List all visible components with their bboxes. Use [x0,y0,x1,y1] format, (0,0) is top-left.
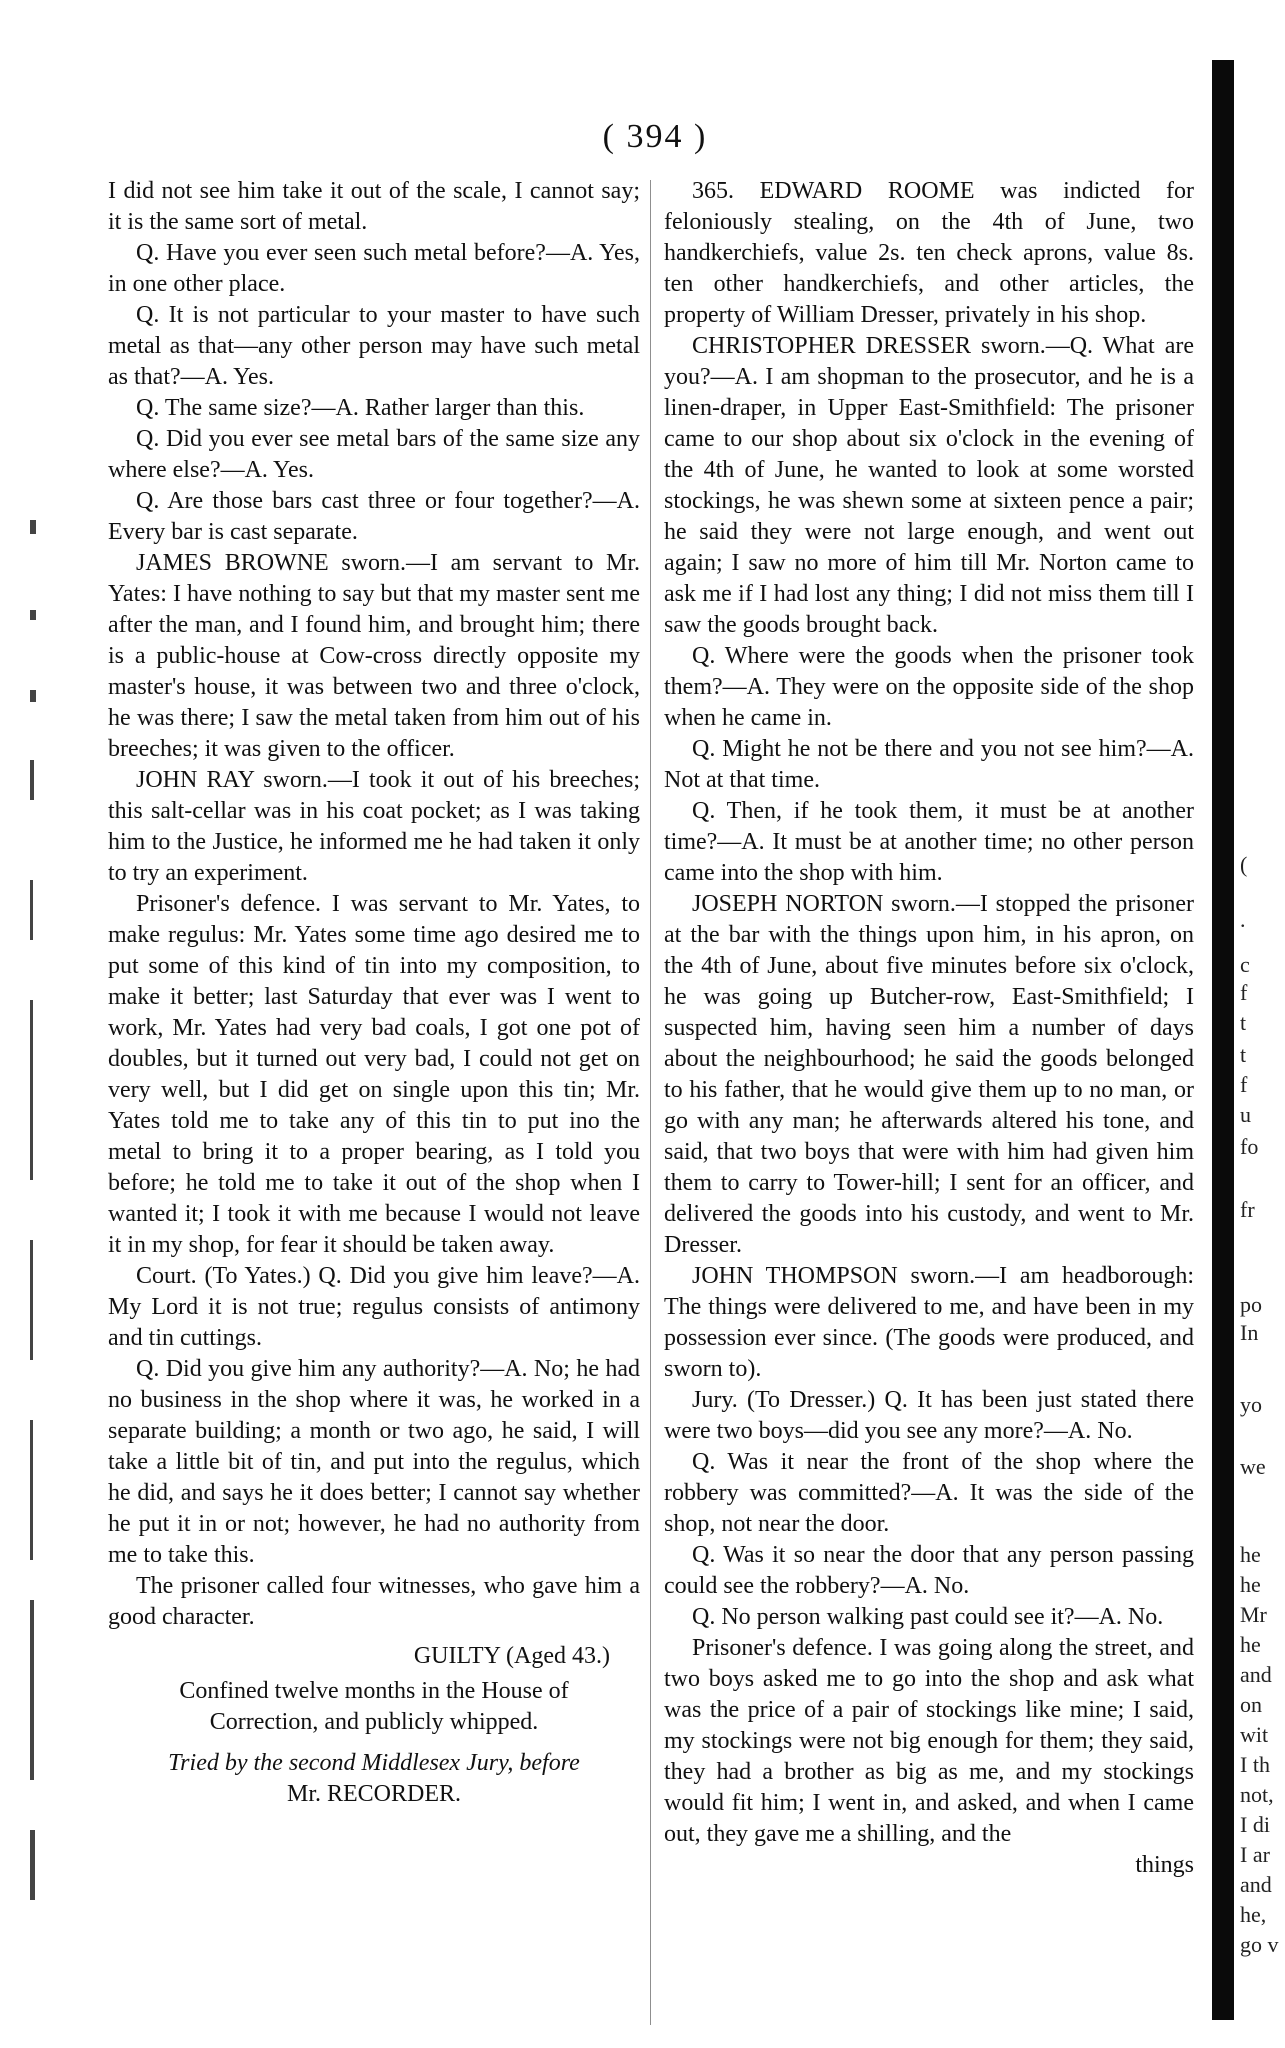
margin-mark [30,1000,33,1180]
paragraph: JOSEPH NORTON sworn.—I stopped the prisoner at the bar with the things upon him, in his apron, on the 4th of June, about five minutes before six o'clock, he was going up Butcher-row, East-Smithfield; I suspected him, having seen him a number of days about the neighbourhood; he said the goods belonged to his father, that he would give them up to no man, or go with any man; he afterwards altered his tone, and said, that two boys that were with him had given him them to carry to Tower-hill; I sent for an officer, and delivered the goods into his custody, and went to Mr. Dresser. [664,891,1194,1258]
paragraph: Q. Might he not be there and you not see him?—A. Not at that time. [664,736,1194,793]
paragraph: I did not see him take it out of the scale, I cannot say; it is the same sort of metal. [108,178,640,235]
catchword: things [1135,1852,1194,1878]
edge-fragment: he [1240,1542,1261,1567]
paragraph: Q. Was it so near the door that any person passing could see the robbery?—A. No. [664,1542,1194,1599]
paragraph: Prisoner's defence. I was going along the street, and two boys asked me to go into the shop and ask what was the price of a pair of stockings like mine; I said, my stockings were not big enough for them; they said, they had a brother as big as me, and my stockings would fit him; I went in, and asked, and when I came out, they gave me a shilling, and the [664,1635,1194,1847]
edge-fragment: he [1240,1632,1261,1657]
edge-fragment: t [1240,1042,1247,1067]
edge-fragment: and [1240,1662,1272,1687]
edge-fragment: I di [1240,1812,1270,1837]
edge-fragment: wit [1240,1722,1269,1747]
paragraph: Q. Where were the goods when the prisoner took them?—A. They were on the opposite side of the shop when he came in. [664,643,1194,731]
recorder: Mr. RECORDER. [286,1781,462,1807]
edge-fragment: and [1240,1872,1272,1897]
edge-fragment: not, [1240,1782,1274,1807]
paragraph: Jury. (To Dresser.) Q. It has been just stated there were two boys—did you see any more?—A. No. [664,1387,1194,1444]
paragraph: Q. Did you give him any authority?—A. No; he had no business in the shop where it was, he worked in a separate building; a month or two ago, he said, I will take a little bit of tin, and put into the regulus, which he did, and says he it does better; I cannot say whether he put it in or not; however, he had no authority from me to take this. [108,1356,640,1568]
margin-mark [30,760,34,800]
paragraph: CHRISTOPHER DRESSER sworn.—Q. What are you?—A. I am shopman to the prosecutor, and he is a linen-draper, in Upper East-Smithfield: The prisoner came to our shop about six o'clock in the evening of the 4th of June, he wanted to look at some worsted stockings, he was shewn some at sixteen pence a pair; he said they were not large enough, and went out again; I saw no more of him till Mr. Norton came to ask me if I had lost any thing; I did not miss them till I saw the goods brought back. [664,333,1194,638]
edge-fragment: Mr [1240,1602,1267,1627]
paragraph: JAMES BROWNE sworn.—I am servant to Mr. Yates: I have nothing to say but that my master sent me after the man, and I found him, and brought him; there is a public-house at Cow-cross directly opposite my master's house, it was between two and three o'clock, he was there; I saw the metal taken from him out of his breeches; it was given to the officer. [108,550,640,762]
paragraph: Q. No person walking past could see it?—A. No. [692,1604,1164,1630]
margin-mark [30,610,36,620]
paragraph: Q. Was it near the front of the shop where the robbery was committed?—A. It was the side of the shop, not near the door. [664,1449,1194,1537]
edge-fragment: he, [1240,1902,1267,1927]
edge-fragment: po [1240,1292,1262,1317]
edge-fragment: ( [1240,852,1248,877]
edge-fragment: fr [1240,1197,1255,1222]
paragraph: JOHN THOMPSON sworn.—I am headborough: The things were delivered to me, and have been in my possession ever since. (The goods were produced, and sworn to). [664,1263,1194,1382]
paragraph: Q. Are those bars cast three or four together?—A. Every bar is cast separate. [108,488,640,545]
sentence: Confined twelve months in the House of Correction, and publicly whipped. [179,1678,569,1735]
edge-fragment: we [1240,1454,1266,1479]
indictment-paragraph: 365. EDWARD ROOME was indicted for feloniously stealing, on the 4th of June, two handkerchiefs, value 2s. ten check aprons, value 8s. ten other handkerchiefs, and other articles, the property of William Dresser, privately in his shop. [664,178,1194,328]
column-divider [650,180,651,2025]
paragraph: Q. It is not particular to your master to have such metal as that—any other person may have such metal as that?—A. Yes. [108,302,640,390]
edge-fragment: he [1240,1572,1261,1597]
edge-fragment: t [1240,1010,1247,1035]
edge-fragment: f [1240,980,1248,1005]
edge-fragment: go v [1240,1932,1279,1957]
right-column [664,176,1194,1881]
paragraph: Q. Have you ever seen such metal before?—A. Yes, in one other place. [108,240,640,297]
edge-fragment: yo [1240,1392,1262,1417]
edge-fragment: . [1240,907,1246,932]
paragraph: Prisoner's defence. I was servant to Mr. Yates, to make regulus: Mr. Yates some time ago desired me to put some of this kind of tin into my composition, to make it better; last Saturday that ever was I went to work, Mr. Yates had very bad coals, I got one pot of doubles, but it turned out very bad, I could not get on very well, but I did get on single upon this tin; Mr. Yates told me to take any of this tin to put ino the metal to bring it to a proper bearing, as I told you before; he told me to take it out of the shop when I wanted it; I took it with me because I would not leave it in my shop, for fear it should be taken away. [108,891,640,1258]
edge-fragment: I th [1240,1752,1270,1777]
paragraph: The prisoner called four witnesses, who gave him a good character. [108,1573,640,1630]
margin-mark [30,1600,34,1780]
tried-by: Tried by the second Middlesex Jury, before [168,1750,580,1776]
left-column [108,176,640,1810]
margin-mark [30,520,36,534]
page-edge-shadow [1212,60,1234,2020]
verdict: GUILTY (Aged 43.) [413,1643,610,1669]
paragraph: Q. The same size?—A. Rather larger than this. [136,395,585,421]
paragraph: Q. Did you ever see metal bars of the same size any where else?—A. Yes. [108,426,640,483]
margin-mark [30,1240,33,1360]
edge-fragment: on [1240,1692,1262,1717]
margin-mark [30,880,33,940]
edge-fragment: u [1240,1102,1251,1127]
edge-fragment: I ar [1240,1842,1270,1867]
margin-mark [30,690,36,702]
edge-fragment: c [1240,952,1250,977]
edge-fragment: fo [1240,1134,1259,1159]
paragraph: Q. Then, if he took them, it must be at another time?—A. It must be at another time; no other person came into the shop with him. [664,798,1194,886]
paragraph: Court. (To Yates.) Q. Did you give him leave?—A. My Lord it is not true; regulus consists of antimony and tin cuttings. [108,1263,640,1351]
page-number: ( 394 ) [602,118,708,155]
edge-fragment: In [1240,1320,1259,1345]
margin-mark [30,1420,33,1560]
edge-fragment: f [1240,1072,1248,1097]
margin-mark [30,1830,35,1900]
paragraph: JOHN RAY sworn.—I took it out of his breeches; this salt-cellar was in his coat pocket; as I was taking him to the Justice, he informed me he had taken it only to try an experiment. [108,767,640,886]
